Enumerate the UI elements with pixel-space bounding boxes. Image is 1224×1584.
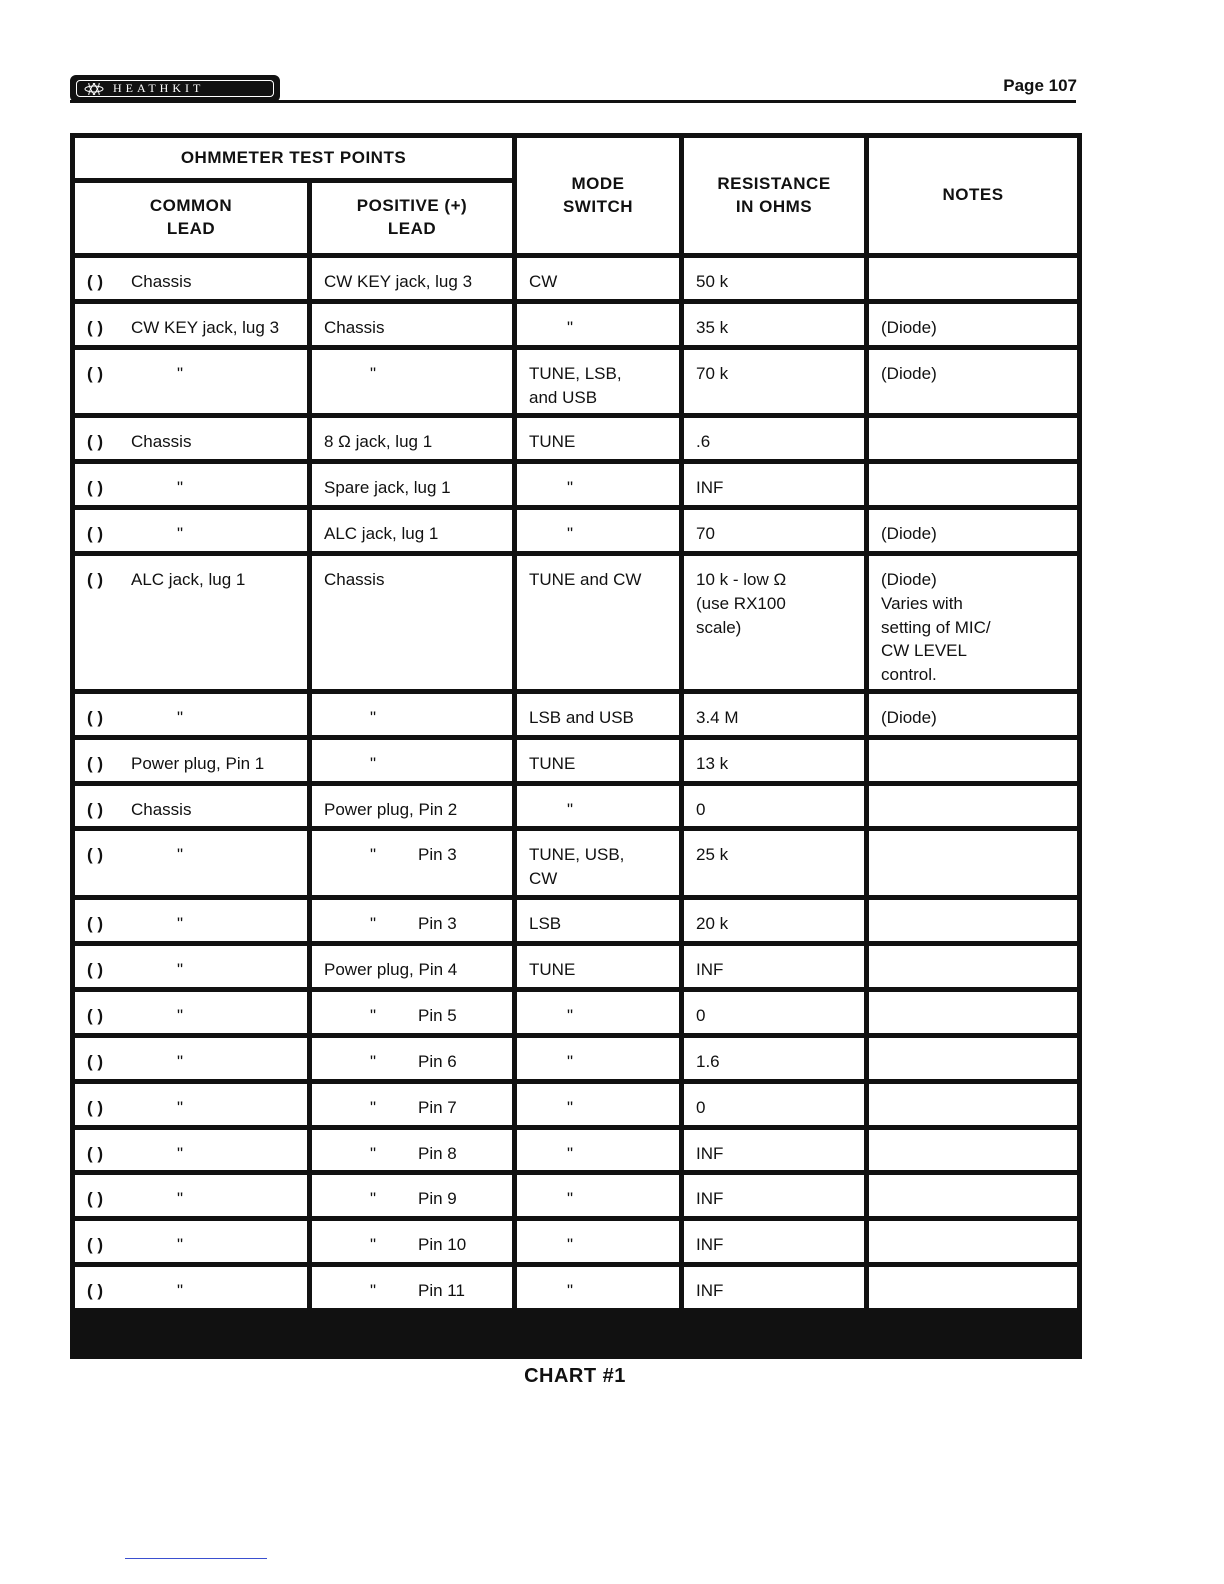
resistance-cell: 0 [684,1084,864,1125]
resistance-cell: 70 [684,510,864,551]
positive-lead-text: ALC jack, lug 1 [324,524,439,544]
common-lead-text: " [177,707,184,727]
step-checkbox[interactable]: ( ) [87,845,104,865]
common-lead-cell [75,510,307,551]
step-checkbox[interactable]: ( ) [87,1051,104,1071]
resistance-cell: 13 k [684,740,864,781]
step-checkbox[interactable]: ( ) [87,914,104,934]
notes-cell: (Diode) [869,694,1077,735]
common-lead-cell [75,992,307,1033]
header-resistance: RESISTANCE IN OHMS [684,138,864,253]
mode-switch-cell: " [517,1267,679,1308]
common-lead-cell [75,946,307,987]
mode-switch-cell: " [517,786,679,827]
common-lead-cell [75,831,307,895]
common-lead-cell [75,1175,307,1216]
notes-cell: (Diode) [869,304,1077,345]
positive-ditto-mark: " [370,1005,377,1025]
positive-lead-cell [312,350,512,414]
notes-cell [869,1130,1077,1171]
resistance-cell: 50 k [684,258,864,299]
common-lead-text: CW KEY jack, lug 3 [131,317,280,337]
positive-lead-cell [312,1175,512,1216]
positive-lead-text: Pin 5 [418,1005,457,1025]
mode-switch-cell: " [517,1221,679,1262]
common-lead-text: Chassis [131,272,192,291]
mode-switch-cell: CW [517,258,679,299]
common-lead-text: " [177,845,184,865]
header-positive-lead: POSITIVE (+) LEAD [312,183,512,253]
positive-lead-cell [312,786,512,827]
positive-lead-cell [312,510,512,551]
step-checkbox[interactable]: ( ) [87,1189,104,1209]
positive-lead-cell [312,556,512,689]
common-lead-cell [75,1267,307,1308]
notes-cell [869,464,1077,505]
resistance-cell: 1.6 [684,1038,864,1079]
positive-ditto-mark: " [370,1281,377,1301]
mode-switch-cell: " [517,1038,679,1079]
positive-ditto-mark: " [370,1097,377,1117]
common-lead-text: " [177,914,184,934]
header-rule [70,100,1076,103]
common-lead-cell [75,740,307,781]
positive-lead-text: Pin 3 [418,914,457,934]
common-lead-cell [75,1221,307,1262]
notes-cell [869,831,1077,895]
resistance-cell: 3.4 M [684,694,864,735]
common-lead-text: " [177,1051,184,1071]
step-checkbox[interactable]: ( ) [87,317,104,337]
step-checkbox[interactable]: ( ) [87,363,104,383]
mode-switch-cell: TUNE [517,946,679,987]
notes-cell [869,1084,1077,1125]
step-checkbox[interactable]: ( ) [87,1143,104,1163]
positive-lead-cell [312,1130,512,1171]
mode-switch-cell: TUNE [517,740,679,781]
positive-lead-text: Power plug, Pin 2 [324,799,458,819]
common-lead-text: " [177,1005,184,1025]
step-checkbox[interactable]: ( ) [87,524,104,544]
common-lead-cell [75,1084,307,1125]
common-lead-cell [75,304,307,345]
positive-ditto-mark: " [370,1189,377,1209]
step-checkbox[interactable]: ( ) [87,1097,104,1117]
positive-lead-cell [312,1267,512,1308]
common-lead-cell [75,464,307,505]
common-lead-text: " [177,524,184,544]
positive-lead-text: Pin 11 [418,1281,465,1301]
notes-cell [869,1267,1077,1308]
notes-cell [869,900,1077,941]
mode-switch-cell: " [517,1130,679,1171]
step-checkbox[interactable]: ( ) [87,753,104,773]
notes-cell: (Diode) [869,350,1077,414]
positive-lead-text: " [370,363,377,383]
positive-ditto-mark: " [370,845,377,865]
ohmmeter-chart [70,133,1082,1359]
positive-lead-text: Pin 7 [418,1097,457,1117]
logo-frame [76,80,274,97]
notes-cell [869,258,1077,299]
common-lead-cell [75,900,307,941]
positive-ditto-mark: " [370,1143,377,1163]
notes-cell [869,1175,1077,1216]
common-lead-cell [75,556,307,689]
mode-switch-cell: LSB and USB [517,694,679,735]
step-checkbox[interactable]: ( ) [87,478,104,498]
resistance-cell: INF [684,464,864,505]
mode-switch-cell: TUNE, USB, CW [517,831,679,895]
step-checkbox[interactable]: ( ) [87,799,104,819]
positive-lead-cell [312,946,512,987]
notes-cell [869,1038,1077,1079]
resistance-cell: INF [684,1221,864,1262]
step-checkbox[interactable]: ( ) [87,1235,104,1255]
step-checkbox[interactable]: ( ) [87,1281,104,1301]
common-lead-text: " [177,1189,184,1209]
positive-ditto-mark: " [370,1051,377,1071]
mode-switch-cell: " [517,1084,679,1125]
positive-lead-text: Power plug, Pin 4 [324,959,458,979]
positive-lead-text: CW KEY jack, lug 3 [324,272,473,291]
mode-switch-cell: LSB [517,900,679,941]
positive-lead-cell [312,694,512,735]
common-lead-text: " [177,363,184,383]
positive-lead-cell [312,258,512,299]
positive-lead-text: Pin 9 [418,1189,457,1209]
positive-lead-cell [312,1221,512,1262]
notes-cell [869,946,1077,987]
mode-switch-cell: TUNE and CW [517,556,679,689]
positive-lead-cell [312,831,512,895]
positive-lead-text: 8 Ω jack, lug 1 [324,432,433,452]
positive-ditto-mark: " [370,1235,377,1255]
positive-lead-cell [312,740,512,781]
positive-lead-cell [312,1038,512,1079]
notes-cell [869,786,1077,827]
resistance-cell: .6 [684,418,864,459]
common-lead-text: Power plug, Pin 1 [131,753,265,773]
resistance-cell: INF [684,1130,864,1171]
header-notes: NOTES [869,138,1077,253]
mode-switch-cell: " [517,510,679,551]
footer-rule [125,1558,267,1559]
positive-lead-cell [312,464,512,505]
notes-cell: (Diode) Varies with setting of MIC/ CW LEVEL control. [869,556,1077,689]
notes-cell: (Diode) [869,510,1077,551]
positive-lead-cell [312,900,512,941]
common-lead-cell [75,1130,307,1171]
header-mode-switch: MODE SWITCH [517,138,679,253]
positive-lead-text: " [370,707,377,727]
notes-cell [869,418,1077,459]
chart-caption: CHART #1 [524,1365,626,1387]
common-lead-cell [75,350,307,414]
step-checkbox[interactable]: ( ) [87,707,104,727]
resistance-cell: INF [684,1267,864,1308]
common-lead-cell [75,1038,307,1079]
mode-switch-cell: " [517,304,679,345]
atom-icon [83,83,105,95]
positive-lead-text: Pin 8 [418,1143,457,1163]
heathkit-logo [70,75,280,102]
positive-lead-cell [312,1084,512,1125]
common-lead-text: " [177,1235,184,1255]
common-lead-cell [75,694,307,735]
positive-lead-text: " [370,753,377,773]
common-lead-text: Chassis [131,432,192,452]
positive-lead-text: Pin 6 [418,1051,457,1071]
mode-switch-cell: " [517,1175,679,1216]
resistance-cell: 20 k [684,900,864,941]
page-number: Page 107 [1003,76,1077,95]
mode-switch-cell: TUNE [517,418,679,459]
common-lead-text: " [177,1281,184,1301]
mode-switch-cell: " [517,464,679,505]
positive-lead-cell [312,418,512,459]
positive-lead-text: Pin 3 [418,845,457,865]
step-checkbox[interactable]: ( ) [87,432,104,452]
notes-cell [869,992,1077,1033]
common-lead-text: " [177,959,184,979]
positive-lead-text: Spare jack, lug 1 [324,478,451,498]
positive-lead-cell [312,992,512,1033]
step-checkbox[interactable]: ( ) [87,959,104,979]
header-ohmmeter-test-points: OHMMETER TEST POINTS [75,138,512,178]
common-lead-cell [75,418,307,459]
positive-lead-text: Chassis [324,317,385,337]
brand-name: HEATHKIT [113,81,205,95]
resistance-cell: 0 [684,992,864,1033]
common-lead-cell [75,786,307,827]
common-lead-text: " [177,1143,184,1163]
resistance-cell: 25 k [684,831,864,895]
chart-grid [75,138,1077,1354]
positive-lead-cell [312,304,512,345]
positive-lead-text: Pin 10 [418,1235,467,1255]
header-common-lead: COMMON LEAD [75,183,307,253]
resistance-cell: 0 [684,786,864,827]
step-checkbox[interactable]: ( ) [87,272,104,291]
common-lead-text: " [177,1097,184,1117]
common-lead-text: Chassis [131,799,192,819]
positive-lead-text: Chassis [324,570,385,590]
common-lead-text: ALC jack, lug 1 [131,570,246,590]
resistance-cell: 10 k - low Ω (use RX100 scale) [684,556,864,689]
resistance-cell: 70 k [684,350,864,414]
resistance-cell: INF [684,1175,864,1216]
notes-cell [869,1221,1077,1262]
resistance-cell: 35 k [684,304,864,345]
mode-switch-cell: TUNE, LSB, and USB [517,350,679,414]
step-checkbox[interactable]: ( ) [87,1005,104,1025]
resistance-cell: INF [684,946,864,987]
common-lead-cell [75,258,307,299]
positive-ditto-mark: " [370,914,377,934]
notes-cell [869,740,1077,781]
step-checkbox[interactable]: ( ) [87,570,104,590]
common-lead-text: " [177,478,184,498]
mode-switch-cell: " [517,992,679,1033]
